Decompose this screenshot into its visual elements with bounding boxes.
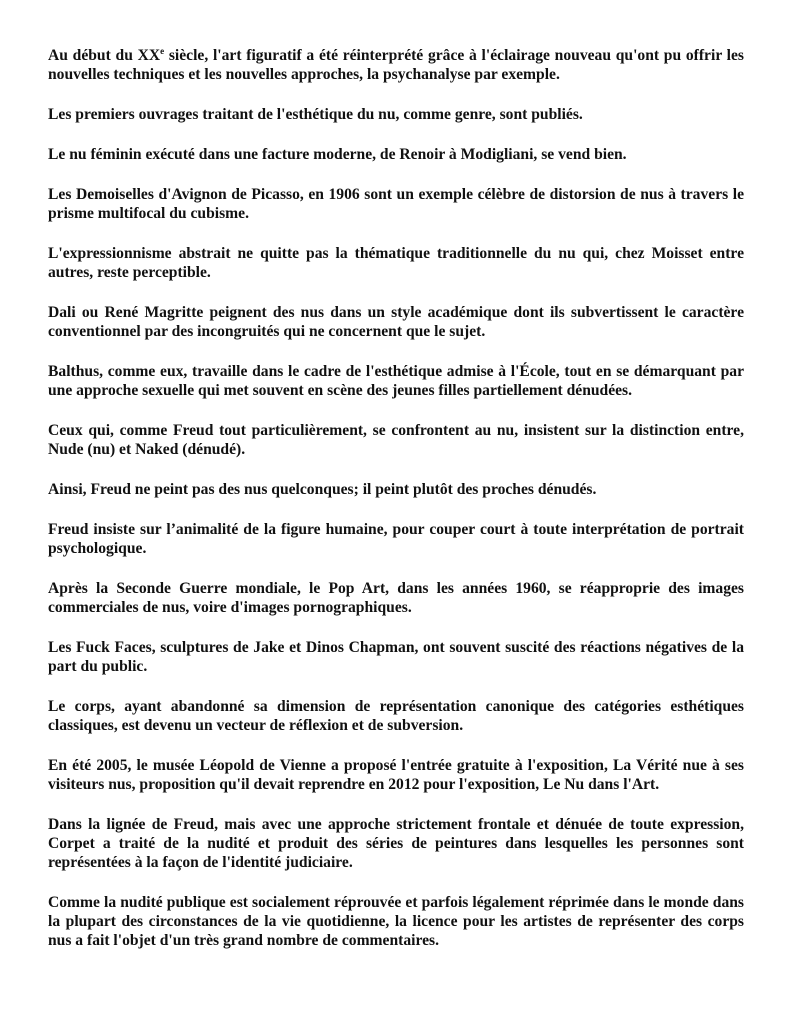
paragraph-9: Ainsi, Freud ne peint pas des nus quelconques; il peint plutôt des proches dénudés.	[48, 481, 597, 498]
paragraph-1-start: Au début du XX	[48, 47, 161, 64]
paragraph-8: Ceux qui, comme Freud tout particulièrement, se confrontent au nu, insistent sur la distinction entre, Nude (nu) et Naked (dénudé).	[48, 422, 744, 458]
paragraph-5: L'expressionnisme abstrait ne quitte pas la thématique traditionnelle du nu qui, chez Moisset entre autres, reste perceptible.	[48, 245, 744, 281]
paragraph-16: Comme la nudité publique est socialement réprouvée et parfois légalement réprimée dans le monde dans la plupart des circonstances de la vie quotidienne, la licence pour les artistes de représenter des corps nus a fait l'objet d'un très grand nombre de commentaires.	[48, 894, 744, 949]
paragraph-10: Freud insiste sur l’animalité de la figure humaine, pour couper court à toute interprétation de portrait psychologique.	[48, 521, 744, 557]
paragraph-7: Balthus, comme eux, travaille dans le cadre de l'esthétique admise à l'École, tout en se démarquant par une approche sexuelle qui met souvent en scène des jeunes filles partiellement dénudées.	[48, 363, 744, 399]
paragraph-6: Dali ou René Magritte peignent des nus dans un style académique dont ils subvertissent le caractère conventionnel par des incongruités qui ne concernent que le sujet.	[48, 304, 744, 340]
paragraph-3: Le nu féminin exécuté dans une facture moderne, de Renoir à Modigliani, se vend bien.	[48, 146, 627, 163]
paragraph-4: Les Demoiselles d'Avignon de Picasso, en 1906 sont un exemple célèbre de distorsion de nus à travers le prisme multifocal du cubisme.	[48, 186, 744, 222]
century-superscript: e	[160, 46, 165, 56]
paragraph-15: Dans la lignée de Freud, mais avec une approche strictement frontale et dénuée de toute expression, Corpet a traité de la nudité et produit des séries de peintures dans lesquelles les personnes sont représentées à la façon de l'identité judiciaire.	[48, 816, 744, 871]
paragraph-1	[48, 46, 744, 84]
paragraph-1-end: siècle, l'art figuratif a été réinterprété grâce à l'éclairage nouveau qu'ont pu offrir les nouvelles techniques et les nouvelles approches, la psychanalyse par exemple.	[48, 47, 745, 83]
paragraph-11: Après la Seconde Guerre mondiale, le Pop Art, dans les années 1960, se réapproprie des images commerciales de nus, voire d'images pornographiques.	[48, 580, 744, 616]
paragraph-2: Les premiers ouvrages traitant de l'esthétique du nu, comme genre, sont publiés.	[48, 106, 583, 123]
paragraph-12: Les Fuck Faces, sculptures de Jake et Dinos Chapman, ont souvent suscité des réactions négatives de la part du public.	[48, 639, 744, 675]
paragraph-13: Le corps, ayant abandonné sa dimension de représentation canonique des catégories esthétiques classiques, est devenu un vecteur de réflexion et de subversion.	[48, 698, 744, 734]
paragraph-14: En été 2005, le musée Léopold de Vienne a proposé l'entrée gratuite à l'exposition, La Vérité nue à ses visiteurs nus, proposition qu'il devait reprendre en 2012 pour l'exposition, Le Nu dans l'Art.	[48, 757, 744, 793]
